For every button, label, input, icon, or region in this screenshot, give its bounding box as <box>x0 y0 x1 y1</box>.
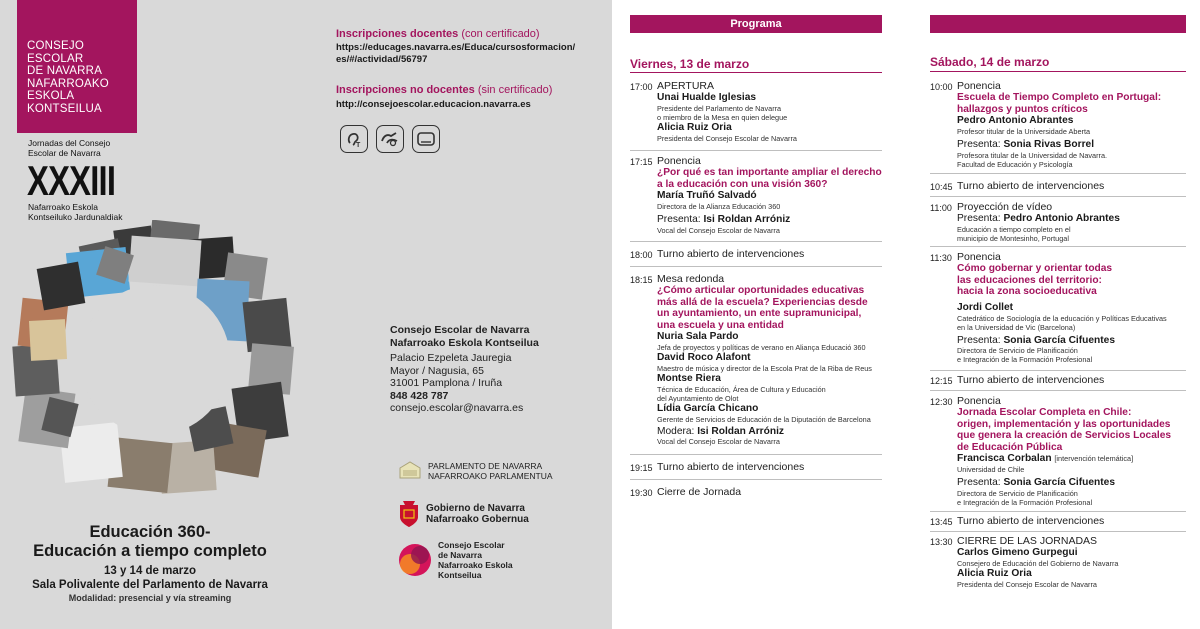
inscripciones-no-docentes-note: (sin certificado) <box>477 84 553 96</box>
program-entry <box>957 201 1192 243</box>
address-street: Palacio Ezpeleta Jauregia <box>390 352 512 364</box>
time-label: 11:00 <box>930 203 952 213</box>
url-line[interactable]: https://educages.navarra.es/Educa/cursosformacion/ <box>336 42 576 53</box>
program-entry <box>957 374 1104 386</box>
program-entry <box>657 155 889 235</box>
time-label: 12:30 <box>930 397 953 407</box>
moderator-label: Modera: <box>657 425 695 437</box>
sponsor-line: Nafarroako Gobernua <box>426 514 529 525</box>
talk-title: a la educación con una visión 360? <box>657 178 828 190</box>
time-label: 17:00 <box>630 82 653 92</box>
program-entry <box>957 80 1192 169</box>
person-note: [intervención telemática] <box>1054 454 1134 464</box>
talk-title: un ayuntamiento, un ente supramunicipal, <box>657 308 862 320</box>
hearing-loop-icon <box>340 125 368 153</box>
event-title-line1: Educación 360- <box>89 523 211 541</box>
talk-title: ¿Por qué es tan importante ampliar el derecho <box>657 167 882 178</box>
event-title-line2: Educación a tiempo completo <box>33 542 267 560</box>
person-role: Técnica de Educación, Área de Cultura y Educación <box>657 384 826 394</box>
sponsor-line: de Navarra <box>438 550 482 560</box>
logo-line: NAFARROAKO <box>27 77 109 90</box>
person-role: Profesor titular de la Universidade Aberta <box>957 126 1091 136</box>
section-label: Ponencia <box>957 395 1001 407</box>
presenter-name: Sonia Rivas Borrel <box>1003 138 1095 150</box>
entry-divider <box>630 241 882 242</box>
person-role: Consejero de Educación del Gobierno de Navarra <box>957 558 1119 568</box>
sponsor-line: Nafarroako Eskola <box>438 560 513 570</box>
inscripciones-docentes-link[interactable] <box>336 42 575 66</box>
section-label: Ponencia <box>957 80 1001 92</box>
presenter-label: Presenta: <box>957 213 1001 224</box>
program-entry <box>957 251 1192 364</box>
talk-title: hallazgos y puntos críticos <box>957 103 1088 115</box>
sponsor-line: PARLAMENTO DE NAVARRA <box>428 461 543 471</box>
collage-center <box>80 285 230 435</box>
talk-title: una escuela y una entidad <box>657 319 784 331</box>
jornadas-es-line: Jornadas del Consejo <box>28 138 111 148</box>
program-entry <box>957 535 1192 589</box>
person-role: Jefa de proyectos y políticas de verano en Aliança Educació 360 <box>657 343 866 353</box>
subtitles-icon <box>412 125 440 153</box>
person-role: Catedrático de Sociología de la educación y Políticas Educativas <box>957 313 1167 323</box>
person-role: Presidente del Parlamento de Navarra <box>657 103 782 113</box>
sponsor-parlamento <box>398 460 553 482</box>
entry-divider <box>930 246 1186 247</box>
presenter-name: Isi Roldan Arróniz <box>703 213 791 225</box>
person-role: Maestro de música y director de la Escola Prat de la Riba de Reus <box>657 363 872 373</box>
contact-address <box>390 324 539 415</box>
program-entry <box>657 486 741 498</box>
programa-header: Programa <box>630 15 882 33</box>
logo-line: CONSEJO <box>27 40 84 52</box>
person-role: en la Universidad de Vic (Barcelona) <box>957 322 1076 332</box>
person-name: Francisca Corbalan <box>957 453 1052 465</box>
person-role: Presidenta del Consejo Escolar de Navarra <box>957 579 1097 589</box>
edition-number: XXXIII <box>27 157 116 204</box>
entry-divider <box>930 531 1186 532</box>
time-label: 17:15 <box>630 157 653 167</box>
time-label: 13:30 <box>930 537 953 547</box>
sponsor-gobierno <box>398 500 529 528</box>
presenter-label: Presenta: <box>657 213 701 225</box>
presenter-label: Presenta: <box>957 477 1001 489</box>
talk-title: Escuela de Tiempo Completo en Portugal: <box>957 92 1162 103</box>
svg-text:T: T <box>356 142 361 149</box>
time-label: 13:45 <box>930 517 953 527</box>
moderator-name: Isi Roldan Arróniz <box>697 425 785 437</box>
photo-collage <box>10 220 310 510</box>
person-role: Vocal del Consejo Escolar de Navarra <box>657 437 780 447</box>
section-label: Ponencia <box>957 251 1001 263</box>
time-label: 19:15 <box>630 463 653 473</box>
inscripciones-no-docentes-label: Inscripciones no docentes <box>336 84 475 96</box>
event-dates: 13 y 14 de marzo <box>103 565 197 577</box>
event-modality: Modalidad: presencial y vía streaming <box>68 593 232 603</box>
day-heading-sabado: Sábado, 14 de marzo <box>930 55 1050 69</box>
talk-title: que genera la creación de Servicios Locales <box>957 430 1172 442</box>
jornadas-label-es <box>28 139 110 158</box>
contact-phone: 848 428 787 <box>390 389 449 402</box>
person-name: Nuria Sala Pardo <box>657 331 739 343</box>
person-role: o miembro de la Mesa en quien delegue <box>657 112 788 122</box>
person-role: del Ayuntamiento de Olot <box>657 393 739 403</box>
day-rule <box>630 72 882 73</box>
section-label: Turno abierto de intervenciones <box>657 461 805 473</box>
section-label: Ponencia <box>657 155 701 167</box>
person-role: Directora de Servicio de Planificación <box>957 488 1078 498</box>
sign-language-icon <box>376 125 404 153</box>
person-name: María Truñó Salvadó <box>657 190 757 202</box>
person-role: municipio de Montesinho, Portugal <box>957 233 1069 243</box>
section-label: Mesa redonda <box>657 273 725 285</box>
section-label: Turno abierto de intervenciones <box>957 374 1105 386</box>
entry-divider <box>930 370 1186 371</box>
person-role: Gerente de Servicios de Educación de la Diputación de Barcelona <box>657 414 871 424</box>
person-name: Unai Hualde Iglesias <box>657 92 757 103</box>
logo-line: ESCOLAR <box>27 52 84 65</box>
accessibility-icons <box>340 125 440 153</box>
entry-divider <box>630 150 882 151</box>
event-venue: Sala Polivalente del Parlamento de Navarra <box>32 579 268 591</box>
talk-title: origen, implementación y las oportunidades <box>957 418 1171 430</box>
presenter-name: Sonia García Cifuentes <box>1003 334 1115 346</box>
program-entry <box>957 180 1104 192</box>
person-role: Directora de Servicio de Planificación <box>957 346 1078 356</box>
entry-divider <box>930 196 1186 197</box>
logo-line: KONTSEILUA <box>27 102 102 115</box>
presenter-name: Sonia García Cifuentes <box>1003 477 1115 489</box>
gobierno-shield-icon <box>398 500 420 528</box>
inscripciones-docentes-label: Inscripciones docentes <box>336 28 459 40</box>
contact-email[interactable]: consejo.escolar@navarra.es <box>390 402 524 414</box>
entry-divider <box>930 390 1186 391</box>
sponsor-consejo <box>398 540 513 580</box>
person-name: Lídia García Chicano <box>657 402 759 414</box>
time-label: 18:15 <box>630 275 653 285</box>
time-label: 11:30 <box>930 253 952 263</box>
inscripciones-no-docentes-heading <box>336 84 552 96</box>
presenter-label: Presenta: <box>957 334 1001 346</box>
person-role: Educación a tiempo completo en el <box>957 224 1071 234</box>
person-role: Directora de la Alianza Educación 360 <box>657 201 781 211</box>
person-role: Universidad de Chile <box>957 465 1025 475</box>
talk-title: hacia la zona socioeducativa <box>957 286 1097 298</box>
section-label: APERTURA <box>657 80 714 92</box>
inscripciones-docentes-heading <box>336 28 540 40</box>
address-line2: Mayor / Nagusia, 65 <box>390 364 484 377</box>
day-heading-viernes: Viernes, 13 de marzo <box>630 57 750 71</box>
section-label: Cierre de Jornada <box>657 486 742 498</box>
person-name: Pedro Antonio Abrantes <box>957 115 1074 127</box>
person-name: Jordi Collet <box>957 301 1014 313</box>
jornadas-es-line: Escolar de Navarra <box>28 147 101 158</box>
time-label: 10:00 <box>930 82 953 92</box>
time-label: 19:30 <box>630 488 653 498</box>
entry-divider <box>630 454 882 455</box>
section-label: Proyección de vídeo <box>957 201 1053 213</box>
section-label: Turno abierto de intervenciones <box>957 515 1105 527</box>
url-line[interactable]: es/#/actividad/56797 <box>336 54 428 65</box>
person-name: Montse Riera <box>657 372 721 384</box>
person-role: e Integración de la Formación Profesional <box>957 355 1093 365</box>
consejo-logo <box>17 0 137 133</box>
jornadas-eu-line: Kontseiluko Jardunaldiak <box>28 211 123 222</box>
day-rule <box>930 71 1186 72</box>
sponsor-line: Consejo Escolar <box>438 540 505 550</box>
address-city: 31001 Pamplona / Iruña <box>390 377 503 389</box>
time-label: 18:00 <box>630 250 653 260</box>
person-role: Presidenta del Consejo Escolar de Navarra <box>657 133 797 143</box>
talk-title: las educaciones del territorio: <box>957 274 1102 286</box>
consejo-circle-logo-icon <box>398 543 432 577</box>
person-role: Vocal del Consejo Escolar de Navarra <box>657 225 780 235</box>
program-entry <box>657 273 889 446</box>
event-title-block <box>0 523 300 604</box>
person-name: Alicia Ruiz Oria <box>957 567 1032 579</box>
sponsor-line: Kontseilua <box>438 570 482 580</box>
talk-title: Cómo gobernar y orientar todas <box>957 263 1113 274</box>
entry-divider <box>930 173 1186 174</box>
talk-title: más allá de la escuela? Experiencias desde <box>657 296 868 308</box>
program-entry <box>957 395 1192 507</box>
entry-divider <box>930 511 1186 512</box>
talk-title: Jornada Escolar Completa en Chile: <box>957 407 1132 418</box>
logo-line: ESKOLA <box>27 90 75 103</box>
time-label: 12:15 <box>930 376 953 386</box>
entry-divider <box>630 479 882 480</box>
org-name-es: Consejo Escolar de Navarra <box>390 324 530 336</box>
jornadas-eu-line: Nafarroako Eskola <box>28 202 98 212</box>
section-label: CIERRE DE LAS JORNADAS <box>957 535 1098 547</box>
person-name: Carlos Gimeno Gurpegui <box>957 547 1078 558</box>
program-entry <box>657 461 804 473</box>
section-label: Turno abierto de intervenciones <box>657 248 805 260</box>
talk-title: de Educación Pública <box>957 441 1063 453</box>
section-label: Turno abierto de intervenciones <box>957 180 1105 192</box>
presenter-name: Pedro Antonio Abrantes <box>1003 213 1120 224</box>
logo-line: DE NAVARRA <box>27 65 103 78</box>
person-role: Facultad de Educación y Psicología <box>957 159 1073 169</box>
sabado-header-bar <box>930 15 1186 33</box>
program-entry <box>657 80 887 143</box>
person-role: e Integración de la Formación Profesional <box>957 497 1093 507</box>
parlamento-logo-icon <box>398 460 422 482</box>
entry-divider <box>630 266 882 267</box>
talk-title: ¿Cómo articular oportunidades educativas <box>657 285 865 296</box>
sponsor-line: NAFARROAKO PARLAMENTUA <box>428 471 553 481</box>
person-role: Profesora titular de la Universidad de Navarra. <box>957 150 1108 160</box>
person-name: David Roco Alafont <box>657 352 751 364</box>
org-name-eu: Nafarroako Eskola Kontseilua <box>390 336 539 349</box>
person-name: Alicia Ruiz Oria <box>657 121 732 133</box>
sponsor-line: Gobierno de Navarra <box>426 503 525 514</box>
time-label: 10:45 <box>930 182 953 192</box>
program-entry <box>657 248 804 260</box>
inscripciones-docentes-note: (con certificado) <box>461 28 540 40</box>
program-entry <box>957 515 1104 527</box>
inscripciones-no-docentes-link[interactable]: http://consejoescolar.educacion.navarra.es <box>336 99 531 110</box>
presenter-label: Presenta: <box>957 138 1001 150</box>
